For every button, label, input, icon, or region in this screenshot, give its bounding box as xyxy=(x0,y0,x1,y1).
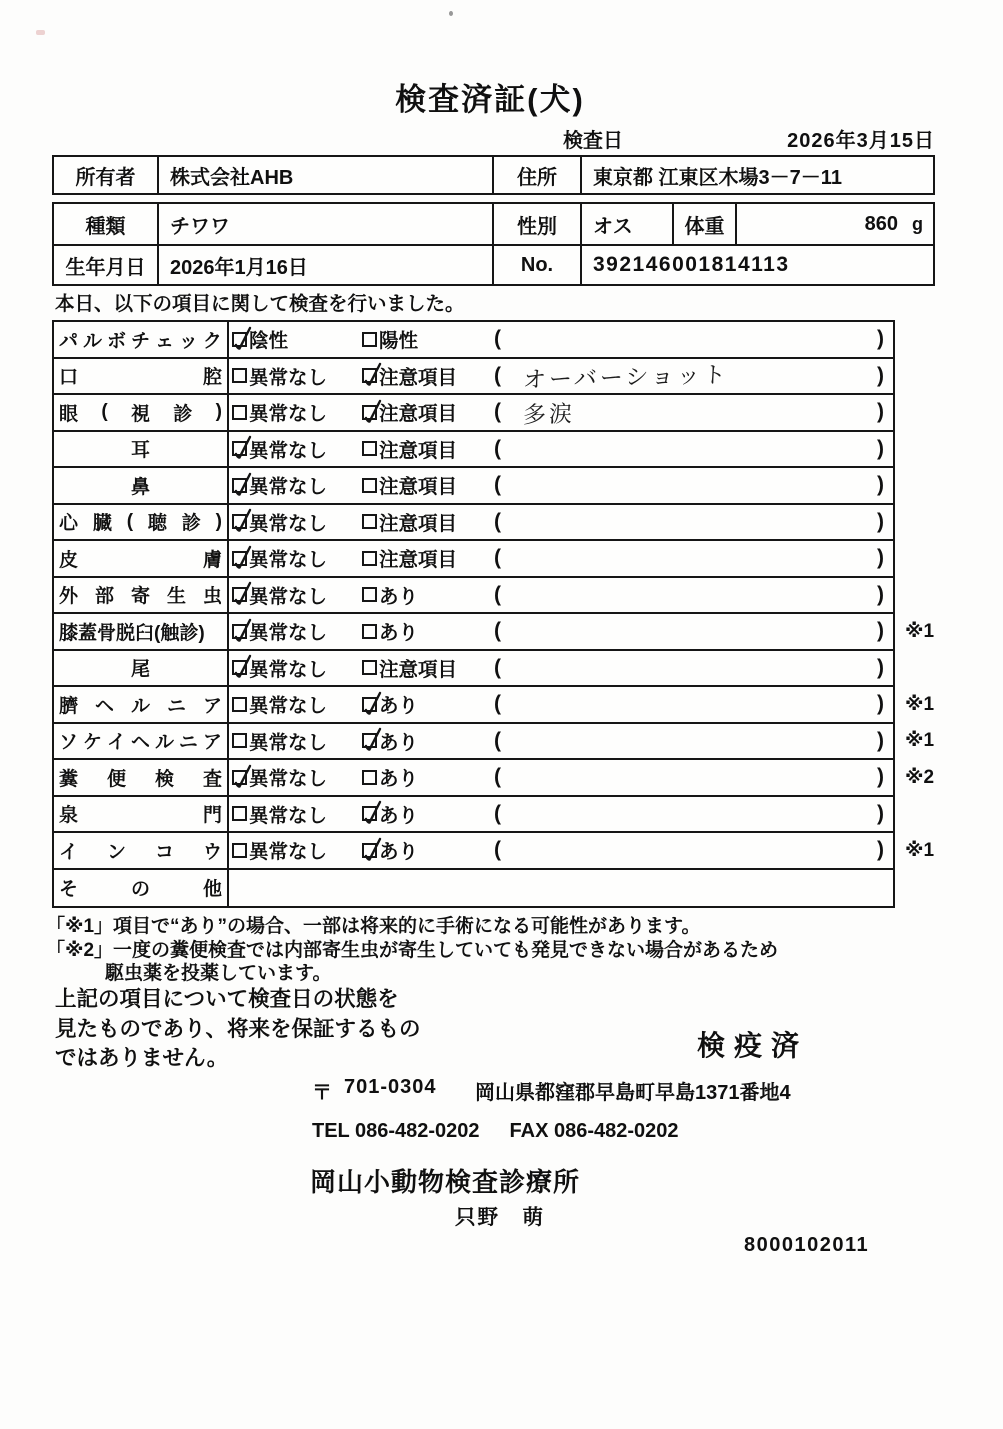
paren-open: ( xyxy=(494,363,501,387)
inspection-result-cell xyxy=(229,724,893,759)
option-1-label: 異常なし xyxy=(249,585,328,608)
result-option-1 xyxy=(232,544,362,572)
postal-code: 701-0304 xyxy=(344,1076,437,1098)
checkbox-icon xyxy=(232,368,247,383)
paren-close: ) xyxy=(877,728,884,752)
result-option-1 xyxy=(232,435,362,463)
clinic-name: 岡山小動物検査診療所 xyxy=(310,1167,581,1197)
remarks-field xyxy=(494,583,893,607)
option-1-label: 異常なし xyxy=(249,768,328,791)
checkbox-icon xyxy=(362,843,377,858)
result-option-2 xyxy=(362,435,494,463)
inspection-item-label: 心 臓 ( 聴 診 ) xyxy=(59,510,222,535)
inspection-result-cell xyxy=(229,614,893,649)
option-1-label: 異常なし xyxy=(249,549,328,572)
inspection-row xyxy=(54,760,935,797)
inspection-item-cell xyxy=(54,432,229,467)
inspection-row xyxy=(54,870,893,907)
document-code: 8000102011 xyxy=(744,1234,870,1256)
option-2-label: 注意項目 xyxy=(379,366,458,389)
exam-date-label: 検査日 xyxy=(563,130,623,152)
owner-label: 所有者 xyxy=(75,166,136,189)
footnote-2-line2: 駆虫薬を投薬しています。 xyxy=(105,963,332,984)
remarks-field xyxy=(494,765,893,789)
checkbox-icon xyxy=(232,770,247,785)
result-option-2 xyxy=(362,690,494,718)
inspection-row xyxy=(54,541,893,578)
inspection-result-cell xyxy=(229,322,893,357)
remarks-field xyxy=(494,473,893,497)
inspection-result-cell xyxy=(229,797,893,832)
checkbox-icon xyxy=(362,441,377,456)
footnote-mark: ※2 xyxy=(905,766,935,788)
result-option-1 xyxy=(232,690,362,718)
inspection-item-cell xyxy=(54,468,229,503)
checkbox-icon xyxy=(232,806,247,821)
inspection-result-cell xyxy=(229,359,893,394)
inspection-item-label: 皮 膚 xyxy=(59,549,222,571)
result-option-1 xyxy=(232,581,362,609)
result-option-1 xyxy=(232,654,362,682)
inspection-result-cell xyxy=(229,651,893,686)
paren-close: ) xyxy=(877,436,884,460)
inspection-item-label: 耳 xyxy=(130,440,150,462)
result-option-2 xyxy=(362,508,494,536)
no-value: 392146001814113 xyxy=(580,246,933,284)
check-mark-icon xyxy=(232,434,254,462)
sex-label: 性別 xyxy=(492,204,580,244)
checkbox-icon xyxy=(232,405,247,420)
paren-close: ) xyxy=(877,655,884,679)
result-option-1 xyxy=(232,836,362,864)
paren-open: ( xyxy=(494,327,501,351)
footnote-mark: ※1 xyxy=(905,620,935,642)
inspection-row xyxy=(54,724,935,761)
paren-close: ) xyxy=(877,400,884,424)
inspection-item-cell xyxy=(54,870,229,907)
result-option-1 xyxy=(232,508,362,536)
checkbox-icon xyxy=(362,587,377,602)
remarks-field xyxy=(494,396,893,429)
checkbox-icon xyxy=(362,405,377,420)
inspection-item-label: 外 部 寄 生 虫 xyxy=(59,586,222,608)
option-2-label: 注意項目 xyxy=(379,658,458,681)
checkbox-icon xyxy=(232,551,247,566)
inspection-item-cell xyxy=(54,505,229,540)
inspection-item-label: 口 腔 xyxy=(59,367,222,389)
result-option-2 xyxy=(362,617,494,645)
paren-open: ( xyxy=(494,546,501,570)
option-2-label: 注意項目 xyxy=(379,549,458,572)
inspection-row xyxy=(54,322,893,359)
result-option-2 xyxy=(362,727,494,755)
paren-close: ) xyxy=(877,801,884,825)
inspection-item-cell xyxy=(54,578,229,613)
result-option-1 xyxy=(232,617,362,645)
inspection-result-cell xyxy=(229,432,893,467)
inspection-item-label: 眼 ( 視 診 ) xyxy=(59,401,222,425)
result-option-2 xyxy=(362,800,494,828)
checkbox-icon xyxy=(232,332,247,347)
check-mark-icon xyxy=(362,799,384,827)
remarks-field xyxy=(494,359,893,392)
checkbox-icon xyxy=(232,660,247,675)
birth-value: 2026年1月16日 xyxy=(157,246,492,284)
result-option-2 xyxy=(362,836,494,864)
intro-text: 本日、以下の項目に関して検査を行いました。 xyxy=(55,293,465,315)
result-option-2 xyxy=(362,362,494,390)
handwritten-remark: オーバーショット xyxy=(522,361,730,393)
inspection-item-cell xyxy=(54,797,229,832)
inspection-result-cell xyxy=(229,505,893,540)
inspection-item-cell xyxy=(54,687,229,722)
paren-open: ( xyxy=(494,692,501,716)
paren-open: ( xyxy=(494,582,501,606)
clinic-address: 岡山県都窪郡早島町早島1371番地4 xyxy=(475,1082,791,1104)
result-option-1 xyxy=(232,763,362,791)
scan-artifact xyxy=(36,30,45,35)
option-2-label: 陽性 xyxy=(379,330,419,353)
paren-open: ( xyxy=(494,801,501,825)
checkbox-icon xyxy=(362,551,377,566)
quarantine-stamp: 検疫済 xyxy=(697,1030,809,1061)
inspection-item-label: そ の 他 xyxy=(59,879,222,901)
checkbox-icon xyxy=(232,697,247,712)
paren-close: ) xyxy=(877,327,884,351)
inspection-result-cell xyxy=(229,395,893,430)
inspection-item-label: 臍 ヘ ル ニ ア xyxy=(59,695,222,717)
footnote-2-line1: 「※2」一度の糞便検査では内部寄生虫が寄生していても発見できない場合があるため xyxy=(46,940,779,961)
remarks-field xyxy=(494,619,893,643)
paren-close: ) xyxy=(877,838,884,862)
option-1-label: 異常なし xyxy=(249,695,328,718)
option-1-label: 異常なし xyxy=(249,622,328,645)
footnote-mark: ※1 xyxy=(905,839,935,861)
inspection-item-cell xyxy=(54,760,229,795)
option-2-label: 注意項目 xyxy=(379,403,458,426)
inspection-item-label: 膝蓋骨脱臼(触診) xyxy=(59,622,205,644)
result-option-1 xyxy=(232,362,362,390)
checkbox-icon xyxy=(232,733,247,748)
result-option-1 xyxy=(232,398,362,426)
paren-close: ) xyxy=(877,546,884,570)
paren-close: ) xyxy=(877,692,884,716)
paren-open: ( xyxy=(494,400,501,424)
checkbox-icon xyxy=(362,770,377,785)
option-2-label: 注意項目 xyxy=(379,476,458,499)
inspection-row xyxy=(54,395,893,432)
option-2-label: あり xyxy=(379,731,419,754)
checkbox-icon xyxy=(362,697,377,712)
owner-value: 株式会社AHB xyxy=(157,157,492,193)
inspection-result-cell xyxy=(229,760,893,795)
checkbox-icon xyxy=(232,514,247,529)
disclaimer-text xyxy=(55,985,421,1074)
weight-unit: g xyxy=(912,213,923,234)
inspection-item-label: 糞 便 検 査 xyxy=(59,768,222,790)
no-label: No. xyxy=(492,246,580,284)
option-1-label: 異常なし xyxy=(249,841,328,864)
clinic-fax: FAX 086-482-0202 xyxy=(509,1120,679,1142)
inspection-item-cell xyxy=(54,833,229,868)
inspection-result-cell xyxy=(229,468,893,503)
option-1-label: 異常なし xyxy=(249,658,328,681)
result-option-2 xyxy=(362,763,494,791)
check-mark-icon xyxy=(362,361,384,389)
inspection-row xyxy=(54,468,893,505)
check-mark-icon xyxy=(232,617,254,645)
result-option-2 xyxy=(362,325,494,353)
option-2-label: 注意項目 xyxy=(379,512,458,535)
check-mark-icon xyxy=(362,690,384,718)
disclaimer-line: ではありません。 xyxy=(55,1046,229,1070)
paren-close: ) xyxy=(877,473,884,497)
inspection-item-label: パ ル ボ チ ェ ッ ク xyxy=(59,330,222,352)
paren-open: ( xyxy=(494,655,501,679)
result-option-2 xyxy=(362,398,494,426)
checkbox-icon xyxy=(362,624,377,639)
remarks-field xyxy=(494,437,893,461)
result-option-1 xyxy=(232,325,362,353)
remarks-field xyxy=(494,327,893,351)
weight-value: 860 xyxy=(864,212,898,235)
remarks-field xyxy=(494,692,893,716)
inspection-row xyxy=(54,359,893,396)
weight-value-cell xyxy=(735,204,933,244)
option-2-label: あり xyxy=(379,622,419,645)
paren-close: ) xyxy=(877,765,884,789)
option-1-label: 異常なし xyxy=(249,476,328,499)
clinic-tel: TEL 086-482-0202 xyxy=(312,1120,480,1142)
inspection-result-cell xyxy=(229,687,893,722)
option-2-label: あり xyxy=(379,695,419,718)
paren-open: ( xyxy=(494,509,501,533)
result-option-2 xyxy=(362,471,494,499)
inspection-item-label: イ ン コ ウ xyxy=(59,841,222,863)
option-1-label: 異常なし xyxy=(249,512,328,535)
breed-label: 種類 xyxy=(85,215,126,238)
handwritten-remark: 多涙 xyxy=(522,400,576,428)
footnote-1: 「※1」項目で“あり”の場合、一部は将来的に手術になる可能性があります。 xyxy=(46,916,701,937)
option-2-label: 注意項目 xyxy=(379,439,458,462)
address-value: 東京都 江東区木場3－7－11 xyxy=(580,157,933,193)
paren-open: ( xyxy=(494,728,501,752)
checkbox-icon xyxy=(232,441,247,456)
option-1-label: 異常なし xyxy=(249,366,328,389)
inspection-item-label: ソ ケ イ ヘ ル ニ ア xyxy=(59,732,222,754)
page-title: 検査済証(犬) xyxy=(395,82,585,117)
disclaimer-line: 見たものであり、将来を保証するもの xyxy=(55,1016,421,1041)
check-mark-icon xyxy=(232,763,254,791)
inspection-item-label: 尾 xyxy=(130,659,150,681)
check-mark-icon xyxy=(362,398,384,426)
remarks-field xyxy=(494,546,893,570)
option-1-label: 陰性 xyxy=(249,330,289,353)
checkbox-icon xyxy=(232,478,247,493)
result-option-2 xyxy=(362,544,494,572)
check-mark-icon xyxy=(232,325,254,353)
checkbox-icon xyxy=(362,478,377,493)
inspection-item-cell xyxy=(54,614,229,649)
staff-name: 只野 萌 xyxy=(455,1206,545,1229)
paren-open: ( xyxy=(494,838,501,862)
breed-value: チワワ xyxy=(157,204,492,244)
inspection-result-cell xyxy=(229,833,893,868)
checkbox-icon xyxy=(362,368,377,383)
clinic-telfax xyxy=(312,1120,679,1143)
footnote-mark: ※1 xyxy=(905,693,935,715)
paren-open: ( xyxy=(494,619,501,643)
checkbox-icon xyxy=(232,587,247,602)
result-option-1 xyxy=(232,800,362,828)
inspection-row xyxy=(54,687,935,724)
inspection-item-cell xyxy=(54,395,229,430)
option-1-label: 異常なし xyxy=(249,439,328,462)
checkbox-icon xyxy=(362,514,377,529)
checkbox-icon xyxy=(232,843,247,858)
paren-close: ) xyxy=(877,582,884,606)
remarks-field xyxy=(494,729,893,753)
option-2-label: あり xyxy=(379,804,419,827)
check-mark-icon xyxy=(232,507,254,535)
checkbox-icon xyxy=(362,660,377,675)
weight-label: 体重 xyxy=(672,204,735,244)
inspection-result-cell xyxy=(229,541,893,576)
inspection-row xyxy=(54,833,935,870)
option-1-label: 異常なし xyxy=(249,804,328,827)
inspection-row xyxy=(54,578,893,615)
check-mark-icon xyxy=(362,836,384,864)
inspection-item-label: 鼻 xyxy=(130,476,150,498)
checkbox-icon xyxy=(232,624,247,639)
paren-close: ) xyxy=(877,509,884,533)
option-2-label: あり xyxy=(379,841,419,864)
paren-open: ( xyxy=(494,473,501,497)
option-1-label: 異常なし xyxy=(249,403,328,426)
inspection-item-cell xyxy=(54,651,229,686)
inspection-item-cell xyxy=(54,541,229,576)
result-option-2 xyxy=(362,654,494,682)
postal-mark-icon: 〒 xyxy=(312,1082,332,1104)
inspection-item-cell xyxy=(54,724,229,759)
inspection-row xyxy=(54,505,893,542)
paren-open: ( xyxy=(494,436,501,460)
result-option-1 xyxy=(232,471,362,499)
footnote-mark: ※1 xyxy=(905,730,935,752)
option-1-label: 異常なし xyxy=(249,731,328,754)
inspection-result-cell xyxy=(229,870,893,907)
check-mark-icon xyxy=(232,580,254,608)
check-mark-icon xyxy=(232,471,254,499)
result-option-2 xyxy=(362,581,494,609)
inspection-row xyxy=(54,432,893,469)
remarks-field xyxy=(494,510,893,534)
option-2-label: あり xyxy=(379,585,419,608)
paren-close: ) xyxy=(877,619,884,643)
sex-value: オス xyxy=(580,204,672,244)
scan-artifact xyxy=(449,11,453,16)
checkbox-icon xyxy=(362,733,377,748)
option-2-label: あり xyxy=(379,768,419,791)
owner-table xyxy=(52,155,935,195)
address-label: 住所 xyxy=(492,157,580,193)
inspection-row xyxy=(54,797,893,834)
birth-label: 生年月日 xyxy=(65,256,146,279)
check-mark-icon xyxy=(362,726,384,754)
remarks-field xyxy=(494,656,893,680)
inspection-item-cell xyxy=(54,359,229,394)
check-mark-icon xyxy=(232,653,254,681)
exam-date-value: 2026年3月15日 xyxy=(787,130,935,152)
check-mark-icon xyxy=(232,544,254,572)
checkbox-icon xyxy=(362,332,377,347)
inspection-result-cell xyxy=(229,578,893,613)
checkbox-icon xyxy=(362,806,377,821)
inspection-row xyxy=(54,651,893,688)
pet-table xyxy=(52,202,935,286)
inspection-item-label: 泉 門 xyxy=(59,805,222,827)
paren-close: ) xyxy=(877,363,884,387)
remarks-field xyxy=(494,838,893,862)
remarks-field xyxy=(494,802,893,826)
inspection-table xyxy=(52,320,935,908)
result-option-1 xyxy=(232,727,362,755)
inspection-item-cell xyxy=(54,322,229,357)
disclaimer-line: 上記の項目について検査日の状態を xyxy=(55,987,399,1011)
inspection-row xyxy=(54,614,935,651)
paren-open: ( xyxy=(494,765,501,789)
